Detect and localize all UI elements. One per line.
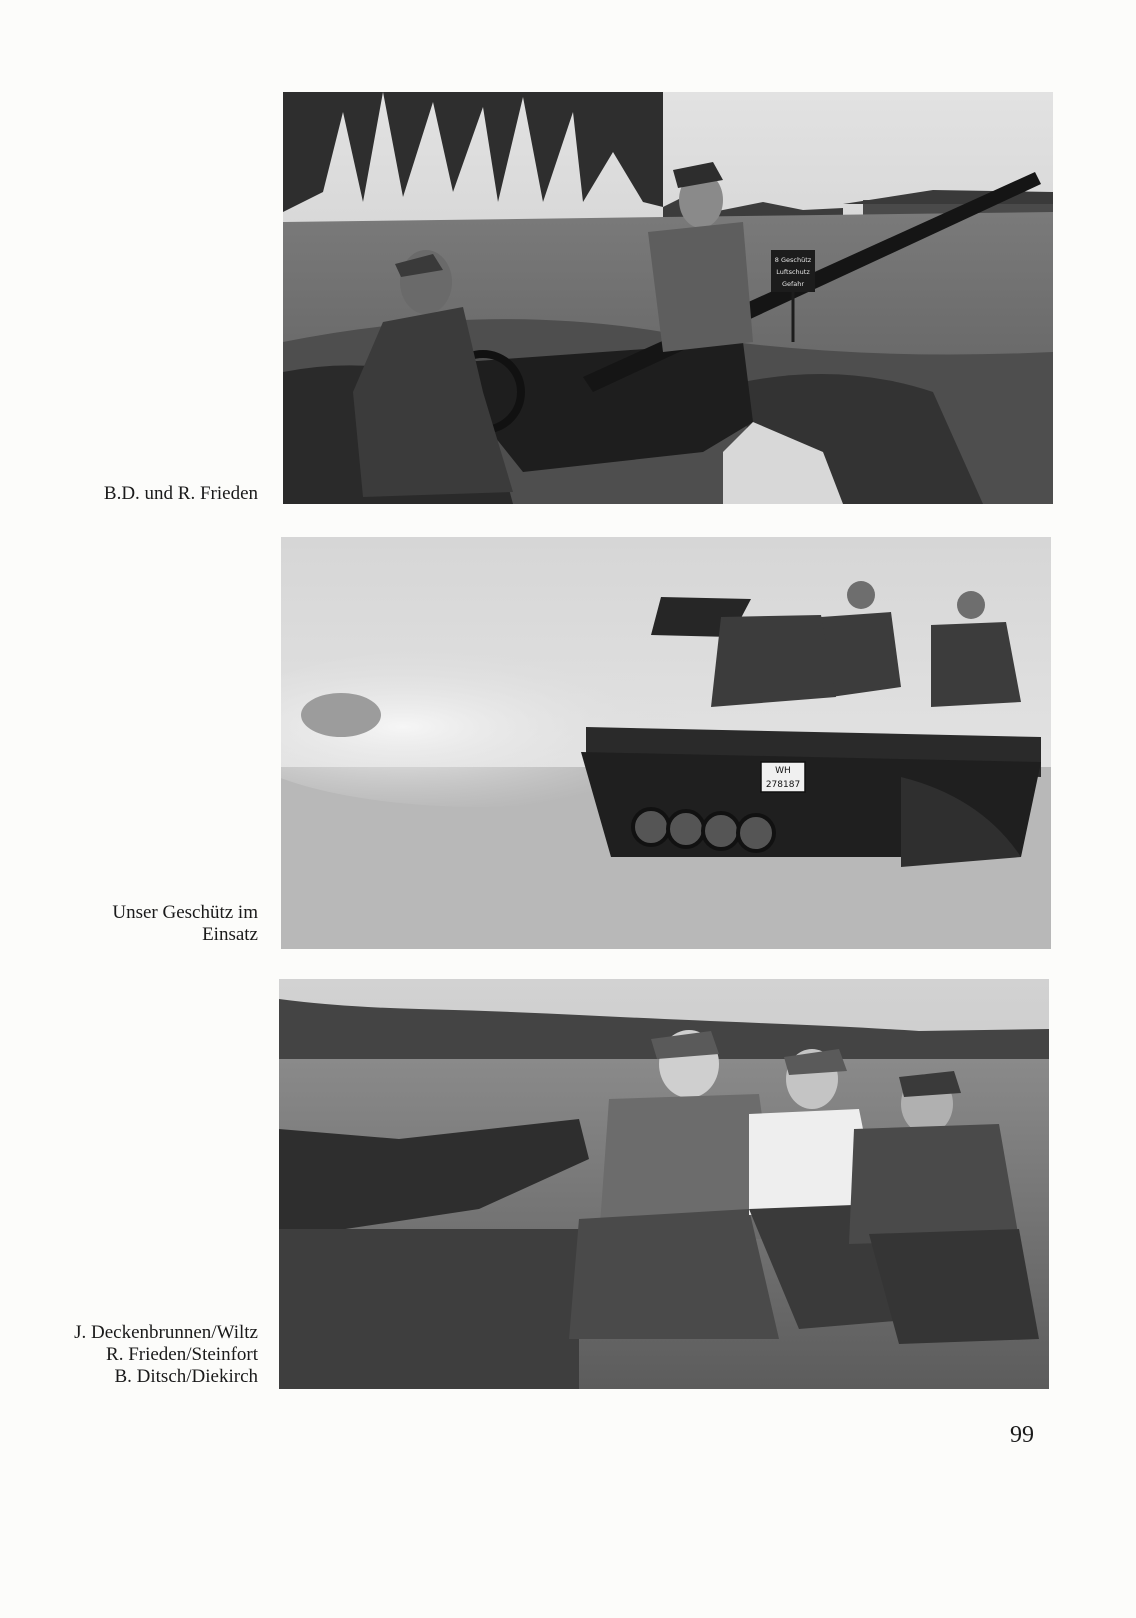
plate-line-1: WH: [775, 766, 791, 776]
photo-half-track-firing: [281, 537, 1051, 949]
sign-line-1: 8 Geschütz: [774, 256, 812, 264]
caption-photo-3: [74, 1322, 258, 1388]
caption-line: B. Ditsch/Diekirch: [114, 1366, 258, 1387]
photo-half-track-firing-image: [281, 537, 1051, 949]
caption-line: R. Frieden/Steinfort: [106, 1344, 258, 1365]
page-number: 99: [1010, 1422, 1034, 1448]
photo-three-soldiers-image: [279, 979, 1049, 1389]
photo-anti-aircraft-gun: [283, 92, 1053, 504]
caption-line: B.D. und R. Frieden: [103, 483, 258, 504]
photo-three-soldiers: [279, 979, 1049, 1389]
photo-anti-aircraft-gun-image: [283, 92, 1053, 504]
sign-line-3: Gefahr: [781, 280, 805, 288]
plate-line-2: 278187: [765, 780, 801, 790]
caption-line: J. Deckenbrunnen/Wiltz: [74, 1322, 258, 1343]
caption-line: Einsatz: [202, 924, 258, 945]
sign-line-2: Luftschutz: [776, 268, 810, 276]
caption-line: Unser Geschütz im: [112, 902, 258, 923]
caption-photo-1: [104, 483, 258, 505]
caption-photo-2: [112, 902, 258, 946]
